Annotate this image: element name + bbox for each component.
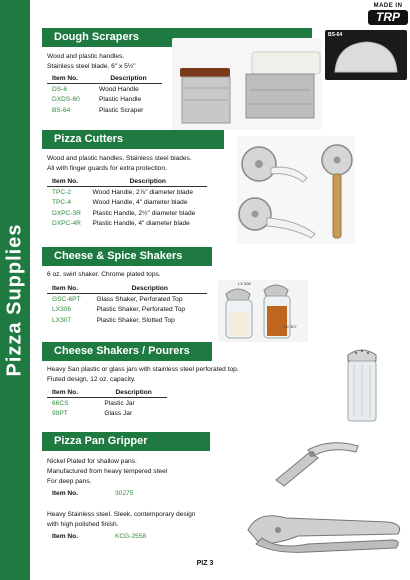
item-code: GSC-6PT [52, 295, 81, 303]
desc-line: Heavy San plastic or glass jars with stainless steel perforated top. [47, 366, 239, 373]
item-code: BS-64 [52, 106, 71, 114]
item-code: 66CS [52, 399, 69, 407]
item-desc: Plastic Jar [104, 399, 135, 407]
cheese-spice-shakers-description [47, 270, 161, 280]
desc-line: Heavy Stainless steel. Sleek, contemporary design [47, 511, 196, 518]
table-row [47, 208, 207, 219]
item-desc: Wood Handle, 4" diameter blade [92, 199, 188, 206]
item-desc: Wood Handle, 2⅞" diameter blade [92, 188, 194, 196]
table-row [47, 315, 207, 326]
desc-line: Wood and plastic handles. Stainless steel blades. [47, 155, 192, 162]
table-row [47, 187, 207, 198]
logo-mark: TRP [368, 10, 408, 25]
section-title: Pizza Pan Gripper [54, 435, 148, 447]
cheese-shakers-pourers-description [47, 365, 239, 385]
table-row [47, 294, 207, 305]
item-code: 99PT [52, 410, 68, 417]
item-code: DXPC-4R [52, 220, 81, 227]
table-row [47, 95, 162, 106]
item-desc: Wood Handle [98, 85, 139, 93]
section-title: Cheese Shakers / Pourers [54, 345, 190, 357]
item-desc: Plastic Shaker, Slotted Top [96, 316, 175, 324]
item-desc: Plastic Scraper [98, 106, 144, 114]
section-title: Dough Scrapers [54, 31, 139, 43]
desc-line: All with finger guards for extra protection. [47, 165, 167, 172]
pizza-cutters-photo [237, 136, 355, 244]
cheese-shakers-photo [218, 280, 308, 342]
page-category-title: Pizza Supplies [3, 223, 26, 377]
table-row [47, 219, 207, 230]
cheese-shakers-pourers-table [47, 388, 167, 419]
item-desc: Glass Jar [104, 410, 133, 417]
desc-line: 6 oz. swirl shaker. Chrome plated tops. [47, 271, 161, 278]
item-code: DXDS-60 [52, 96, 80, 103]
item-no-label: Item No. [52, 533, 79, 540]
item-no-value: KCG-2558 [115, 533, 147, 540]
desc-line: Manufactured from heavy tempered steel [47, 468, 168, 475]
section-header-cheese-shakers-pourers [42, 342, 212, 361]
desc-line: with high polished finish. [47, 521, 119, 528]
pizza-cutters-table [47, 177, 207, 229]
pan-gripper-stainless-photo [238, 500, 408, 555]
sidebar-band [0, 0, 30, 580]
item-desc: Plastic Shaker, Perforated Top [96, 306, 186, 313]
item-code: DS-6 [52, 85, 68, 93]
col-header-description: Description [94, 74, 162, 84]
item-desc: Plastic Handle, 2½" diameter blade [92, 209, 196, 217]
item-code: TPC-2 [52, 188, 72, 196]
dough-scrapers-table [47, 74, 162, 116]
photo-label: LX 307 [284, 324, 297, 329]
cheese-pourer-photo [342, 345, 382, 423]
item-code: DXPC-3R [52, 209, 81, 217]
cheese-spice-shakers-table [47, 284, 207, 326]
col-header-description: Description [88, 177, 207, 187]
col-header-item-no: Item No. [47, 284, 91, 294]
pan-gripper-nickel-photo [270, 430, 365, 490]
section-header-cheese-spice-shakers [42, 247, 212, 266]
desc-line: Nickel Plated for shallow pans. [47, 458, 137, 465]
item-desc: Plastic Handle [98, 96, 142, 103]
item-code: LX306 [52, 306, 72, 313]
desc-line: For deep pans. [47, 478, 92, 485]
col-header-item-no: Item No. [47, 388, 99, 398]
section-header-pizza-cutters [42, 130, 224, 149]
table-row [47, 305, 207, 316]
item-no-label: Item No. [52, 490, 79, 497]
photo-label: BS-64 [328, 32, 343, 38]
table-row [47, 198, 207, 209]
photo-label: LX 306 [238, 281, 251, 286]
logo-caption: MADE IN [373, 3, 403, 9]
item-desc: Glass Shaker, Perforated Top [96, 295, 183, 303]
col-header-item-no: Item No. [47, 74, 94, 84]
brand-logo [368, 3, 408, 29]
desc-line: Stainless steel blade. 6" x 5½" [47, 63, 136, 70]
table-row [47, 409, 167, 420]
table-row [47, 398, 167, 409]
section-header-pan-gripper [42, 432, 210, 451]
section-title: Pizza Cutters [54, 133, 124, 145]
item-no-value: 30275 [115, 490, 134, 497]
item-code: TPC-4 [52, 199, 72, 206]
section-title: Cheese & Spice Shakers [54, 250, 183, 262]
desc-line: Wood and plastic handles. [47, 53, 125, 60]
pan-gripper-description [47, 457, 167, 487]
page-number: PIZ 3 [196, 560, 214, 567]
item-desc: Plastic Handle, 4" diameter blade [92, 220, 190, 227]
plastic-scraper-photo [325, 30, 407, 80]
col-header-description: Description [99, 388, 167, 398]
col-header-item-no: Item No. [47, 177, 88, 187]
desc-line: Fluted design, 12 oz. capacity. [47, 376, 136, 383]
dough-scrapers-description [47, 52, 136, 72]
col-header-description: Description [91, 284, 207, 294]
dough-scraper-photo [172, 38, 322, 130]
pan-gripper-description-2 [47, 510, 195, 530]
table-row [47, 84, 162, 95]
table-row [47, 105, 162, 116]
pizza-cutters-description [47, 154, 192, 174]
item-code: LX307 [52, 316, 72, 324]
